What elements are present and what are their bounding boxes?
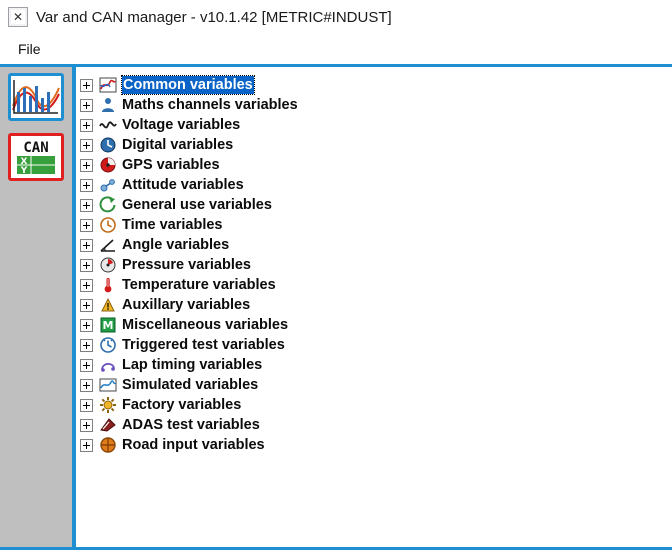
expand-plus-icon[interactable] <box>80 399 93 412</box>
tree-node-label: Simulated variables <box>122 377 259 393</box>
window-title: Var and CAN manager - v10.1.42 [METRIC#INDUST] <box>36 8 392 26</box>
common-variables-icon <box>99 76 117 94</box>
expand-plus-icon[interactable] <box>80 179 93 192</box>
tree-node-voltage-variables[interactable] <box>76 115 672 135</box>
tree-node-angle-variables[interactable] <box>76 235 672 255</box>
tree-node-attitude-variables[interactable] <box>76 175 672 195</box>
tree-node-digital-variables[interactable] <box>76 135 672 155</box>
tree-node-time-variables[interactable] <box>76 215 672 235</box>
expand-plus-icon[interactable] <box>80 419 93 432</box>
angle-icon <box>99 236 117 254</box>
menu-file[interactable]: File <box>18 41 41 57</box>
expand-plus-icon[interactable] <box>80 239 93 252</box>
tree-node-label: Triggered test variables <box>122 337 285 353</box>
tree-node-label: GPS variables <box>122 157 220 173</box>
tree-node-general-use-variables[interactable] <box>76 195 672 215</box>
can-icon <box>11 136 61 178</box>
expand-plus-icon[interactable] <box>80 99 93 112</box>
tree-node-maths-channels-variables[interactable] <box>76 95 672 115</box>
expand-plus-icon[interactable] <box>80 339 93 352</box>
expand-plus-icon[interactable] <box>80 199 93 212</box>
tree-node-label: Temperature variables <box>122 277 276 293</box>
tree-node-common-variables[interactable] <box>76 75 672 95</box>
expand-plus-icon[interactable] <box>80 119 93 132</box>
maths-channels-icon <box>99 96 117 114</box>
tool-can-button[interactable] <box>8 133 64 181</box>
expand-plus-icon[interactable] <box>80 219 93 232</box>
tree-node-label: Time variables <box>122 217 223 233</box>
expand-plus-icon[interactable] <box>80 259 93 272</box>
simulated-icon <box>99 376 117 394</box>
expand-plus-icon[interactable] <box>80 139 93 152</box>
svg-text:M: M <box>102 319 114 332</box>
road-input-icon <box>99 436 117 454</box>
tree-node-label: Common variables <box>123 77 253 93</box>
tree-node-label: General use variables <box>122 197 272 213</box>
tree-node-label: Factory variables <box>122 397 242 413</box>
tree-node-label: Lap timing variables <box>122 357 263 373</box>
tree-node-temperature-variables[interactable] <box>76 275 672 295</box>
expand-plus-icon[interactable] <box>80 359 93 372</box>
tree-node-auxillary-variables[interactable] <box>76 295 672 315</box>
main-panel <box>0 64 672 550</box>
tree-node-label: Attitude variables <box>122 177 244 193</box>
pressure-icon <box>99 256 117 274</box>
svg-text:CAN: CAN <box>23 140 49 156</box>
title-bar <box>0 0 672 34</box>
tree-node-label: Miscellaneous variables <box>122 317 289 333</box>
voltage-icon <box>99 116 117 134</box>
attitude-icon <box>99 176 117 194</box>
app-icon: ✕ <box>8 7 28 27</box>
expand-plus-icon[interactable] <box>80 279 93 292</box>
expand-plus-icon[interactable] <box>80 299 93 312</box>
tree-node-pressure-variables[interactable] <box>76 255 672 275</box>
menu-bar <box>0 34 672 64</box>
tree-node-label: Digital variables <box>122 137 234 153</box>
digital-icon <box>99 136 117 154</box>
time-icon <box>99 216 117 234</box>
svg-text:X: X <box>20 157 28 167</box>
triggered-test-icon <box>99 336 117 354</box>
tree-node-label: Voltage variables <box>122 117 241 133</box>
tree-node-gps-variables[interactable] <box>76 155 672 175</box>
tree-node-adas-test-variables[interactable] <box>76 415 672 435</box>
svg-text:Y: Y <box>20 166 28 176</box>
tree-node-label: Angle variables <box>122 237 230 253</box>
tree-node-factory-variables[interactable] <box>76 395 672 415</box>
tree-node-label: Auxillary variables <box>122 297 251 313</box>
tree-node-label: Pressure variables <box>122 257 251 273</box>
tree-node-miscellaneous-variables[interactable] <box>76 315 672 335</box>
expand-plus-icon[interactable] <box>80 79 93 92</box>
tree-node-simulated-variables[interactable] <box>76 375 672 395</box>
tool-variables-button[interactable] <box>8 73 64 121</box>
variables-chart-icon <box>11 76 61 118</box>
tool-strip <box>0 67 72 550</box>
expand-plus-icon[interactable] <box>80 439 93 452</box>
gps-icon <box>99 156 117 174</box>
temperature-icon <box>99 276 117 294</box>
lap-timing-icon <box>99 356 117 374</box>
tree-node-label: Road input variables <box>122 437 265 453</box>
variables-tree[interactable] <box>76 67 672 550</box>
adas-test-icon <box>99 416 117 434</box>
tree-node-road-input-variables[interactable] <box>76 435 672 455</box>
factory-icon <box>99 396 117 414</box>
auxillary-icon <box>99 296 117 314</box>
tree-node-triggered-test-variables[interactable] <box>76 335 672 355</box>
miscellaneous-icon <box>99 316 117 334</box>
tree-node-label: ADAS test variables <box>122 417 260 433</box>
tree-node-label: Maths channels variables <box>122 97 298 113</box>
expand-plus-icon[interactable] <box>80 319 93 332</box>
expand-plus-icon[interactable] <box>80 159 93 172</box>
expand-plus-icon[interactable] <box>80 379 93 392</box>
tree-node-lap-timing-variables[interactable] <box>76 355 672 375</box>
general-use-icon <box>99 196 117 214</box>
